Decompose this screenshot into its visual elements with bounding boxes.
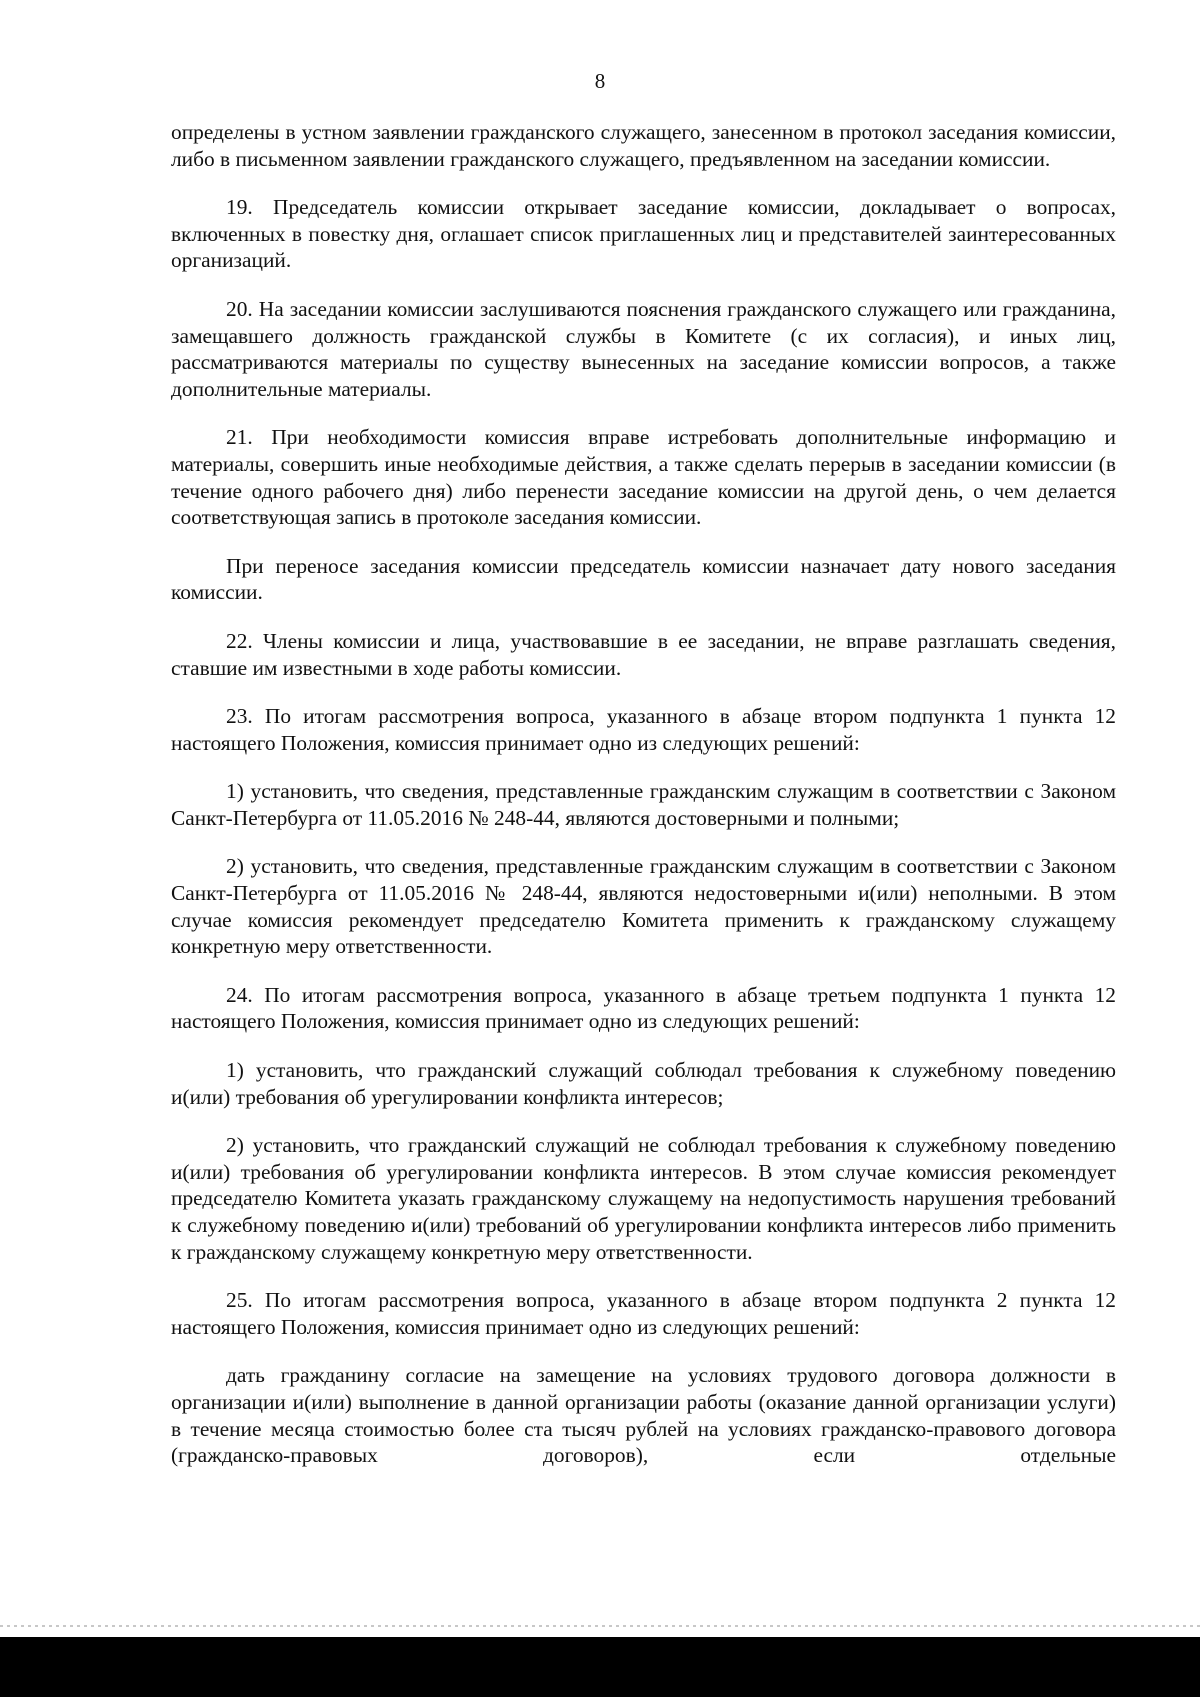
paragraph-20: 20. На заседании комиссии заслушиваются пояснения гражданского служащего или гражданина, замещавшего должность гражданской службы в Комитете (с их согласия), и иных лиц, рассматриваются материалы по существу вынесенных на заседание комиссии вопросов, а также дополнительные материалы.	[171, 296, 1116, 401]
paragraph-continuation: определены в устном заявлении гражданского служащего, занесенном в протокол заседания комиссии, либо в письменном заявлении гражданского служащего, предъявленном на заседании комиссии.	[171, 120, 1116, 171]
paragraph-24-item-2: 2) установить, что гражданский служащий не соблюдал требования к служебному поведению и(или) требования об урегулировании конфликта интересов. В этом случае комиссия рекомендует председателю Комитета указать гражданскому служащему на недопустимость нарушения требований к служебному поведению и(или) требований об урегулировании конфликта интересов либо применить к гражданскому служащему конкретную меру ответственности.	[171, 1133, 1116, 1264]
paragraph-24: 24. По итогам рассмотрения вопроса, указанного в абзаце третьем подпункта 1 пункта 12 настоящего Положения, комиссия принимает одно из следующих решений:	[171, 982, 1116, 1034]
paragraph-21: 21. При необходимости комиссия вправе истребовать дополнительные информацию и материалы, совершить иные необходимые действия, а также сделать перерыв в заседании комиссии (в течение одного рабочего дня) либо перенести заседание комиссии на другой день, о чем делается соответствующая запись в протоколе заседания комиссии.	[171, 425, 1116, 530]
document-body	[171, 119, 1116, 1469]
paragraph-24-item-1: 1) установить, что гражданский служащий соблюдал требования к служебному поведению и(или) требования об урегулировании конфликта интересов;	[171, 1058, 1116, 1109]
scan-bottom-band	[0, 1637, 1200, 1697]
paragraph-23-item-1: 1) установить, что сведения, представленные гражданским служащим в соответствии с Законом Санкт-Петербурга от 11.05.2016 № 248-44, являются достоверными и полными;	[171, 779, 1116, 830]
paragraph-23-item-2: 2) установить, что сведения, представленные гражданским служащим в соответствии с Законом Санкт-Петербурга от 11.05.2016 № 248-44, являются недостоверными и(или) неполными. В этом случае комиссия рекомендует председателю Комитета применить к гражданскому служащему конкретную меру ответственности.	[171, 854, 1116, 959]
paragraph-19: 19. Председатель комиссии открывает заседание комиссии, докладывает о вопросах, включенных в повестку дня, оглашает список приглашенных лиц и представителей заинтересованных организаций.	[171, 195, 1116, 273]
paragraph-22: 22. Члены комиссии и лица, участвовавшие в ее заседании, не вправе разглашать сведения, ставшие им известными в ходе работы комиссии.	[171, 628, 1116, 680]
paragraph-25: 25. По итогам рассмотрения вопроса, указанного в абзаце втором подпункта 2 пункта 12 настоящего Положения, комиссия принимает одно из следующих решений:	[171, 1288, 1116, 1339]
page-number: 8	[594, 69, 606, 93]
paragraph-21-postponement: При переносе заседания комиссии председатель комиссии назначает дату нового заседания комиссии.	[171, 553, 1116, 605]
scan-edge-artifact	[0, 1625, 1200, 1627]
paragraph-25-decision: дать гражданину согласие на замещение на условиях трудового договора должности в организации и(или) выполнение в данной организации работы (оказание данной организации услуги) в течение месяца стоимостью более ста тысяч рублей на условиях гражданско-правового договора (гражданско-правовых договоров), если отдельные	[171, 1363, 1116, 1468]
paragraph-23: 23. По итогам рассмотрения вопроса, указанного в абзаце втором подпункта 1 пункта 12 настоящего Положения, комиссия принимает одно из следующих решений:	[171, 704, 1116, 755]
